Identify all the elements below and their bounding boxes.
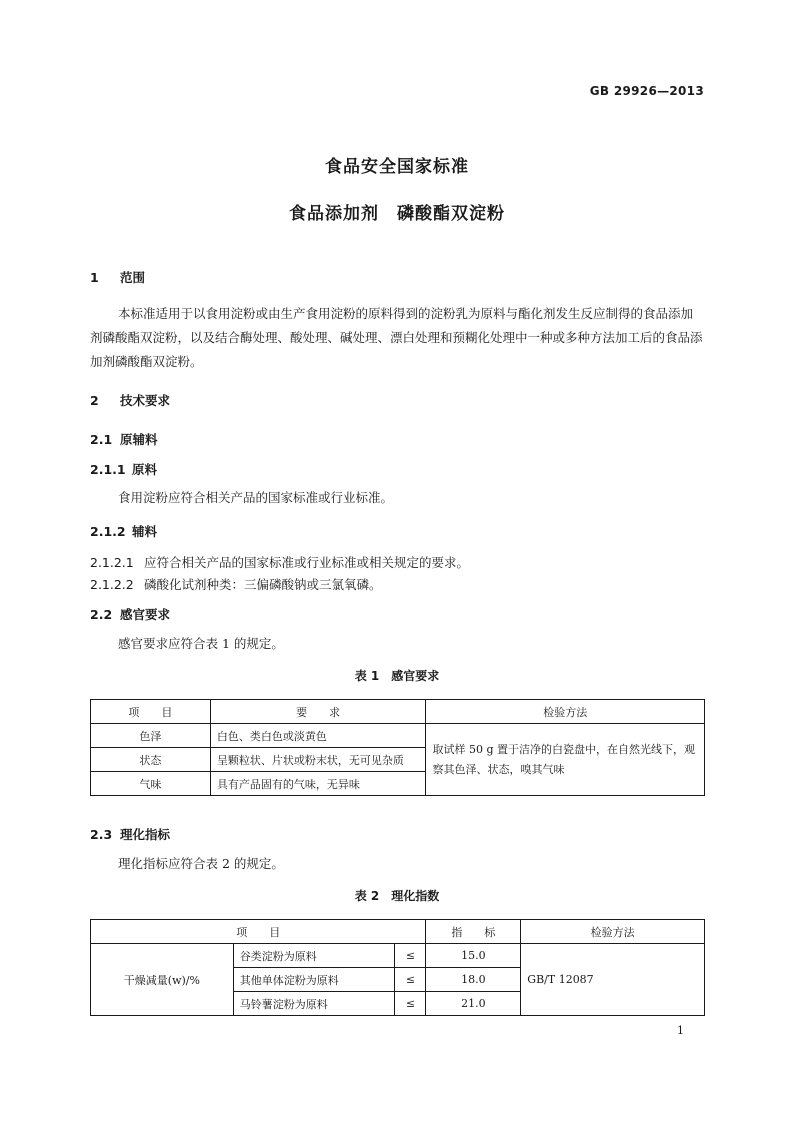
requirement-cell: 具有产品固有的气味，无异味	[210, 772, 426, 796]
header-cell: 要 求	[210, 700, 426, 724]
method-cell: 取试样 50 g 置于洁净的白瓷盘中，在自然光线下，观察其色泽、状态，嗅其气味	[426, 724, 705, 796]
section-1-paragraph: 本标准适用于以食用淀粉或由生产食用淀粉的原料得到的淀粉乳为原料与酯化剂发生反应制得的食品添加剂磷酸酯双淀粉，以及结合酶处理、酸处理、碱处理、漂白处理和预糊化处理中一种或多种方法加工后的食品添加剂磷酸酯双淀粉。	[90, 306, 703, 369]
section-2-1-2-heading	[90, 522, 157, 540]
section-number: 2.2	[90, 607, 113, 622]
table-1	[90, 699, 705, 796]
clause-text: 磷酸化试剂种类：三偏磷酸钠或三氯氧磷。	[144, 577, 382, 592]
item-cell: 其他单体淀粉为原料	[233, 968, 395, 992]
table-header-row	[91, 920, 705, 944]
requirement-cell: 呈颗粒状、片状或粉末状，无可见杂质	[210, 748, 426, 772]
section-2-2-paragraph: 感官要求应符合表 1 的规定。	[118, 636, 284, 651]
section-title: 辅料	[132, 524, 158, 539]
section-number: 2	[90, 393, 99, 408]
section-title: 范围	[120, 270, 146, 285]
operator-cell: ≤	[395, 992, 426, 1016]
document-title: 食品安全国家标准	[325, 157, 469, 177]
section-1-heading	[90, 268, 145, 286]
section-number: 2.3	[90, 827, 113, 842]
header-cell: 项 目	[91, 920, 426, 944]
section-2-1-1-paragraph: 食用淀粉应符合相关产品的国家标准或行业标准。	[118, 490, 394, 505]
section-title: 感官要求	[120, 607, 171, 622]
value-cell: 18.0	[426, 968, 521, 992]
standard-number: GB 29926—2013	[589, 84, 704, 98]
header-cell: 项 目	[91, 700, 211, 724]
item-cell: 色泽	[91, 724, 211, 748]
requirement-cell: 白色、类白色或淡黄色	[210, 724, 426, 748]
table-header-row	[91, 700, 705, 724]
document-subtitle: 食品添加剂 磷酸酯双淀粉	[289, 204, 505, 224]
table-1-caption: 表 1 感官要求	[354, 669, 440, 683]
group-cell: 干燥减量(w)/%	[91, 944, 234, 1016]
section-2-1-1-heading	[90, 460, 157, 478]
section-title: 原料	[132, 462, 158, 477]
section-2-3-heading	[90, 825, 170, 843]
section-number: 2.1.2	[90, 524, 126, 539]
table-2-caption: 表 2 理化指数	[354, 889, 440, 903]
section-title: 理化指标	[120, 827, 171, 842]
method-cell: GB/T 12087	[521, 944, 705, 1016]
value-cell: 21.0	[426, 992, 521, 1016]
operator-cell: ≤	[395, 944, 426, 968]
clause-number: 2.1.2.1	[90, 555, 134, 570]
section-2-1-heading	[90, 430, 158, 448]
section-2-heading	[90, 391, 170, 409]
section-2-3-paragraph: 理化指标应符合表 2 的规定。	[118, 856, 284, 871]
section-number: 2.1	[90, 432, 113, 447]
table-row	[91, 944, 705, 968]
section-title: 原辅料	[120, 432, 158, 447]
operator-cell: ≤	[395, 968, 426, 992]
clause-number: 2.1.2.2	[90, 577, 134, 592]
item-cell: 状态	[91, 748, 211, 772]
clause-2-1-2-2	[90, 575, 382, 593]
clause-text: 应符合相关产品的国家标准或行业标准或相关规定的要求。	[144, 555, 470, 570]
header-cell: 检验方法	[426, 700, 705, 724]
table-row	[91, 724, 705, 748]
table-2	[90, 919, 705, 1016]
value-cell: 15.0	[426, 944, 521, 968]
section-number: 2.1.1	[90, 462, 126, 477]
header-cell: 指 标	[426, 920, 521, 944]
section-2-2-heading	[90, 605, 170, 623]
header-cell: 检验方法	[521, 920, 705, 944]
clause-2-1-2-1	[90, 553, 469, 571]
item-cell: 马铃薯淀粉为原料	[233, 992, 395, 1016]
page-number: 1	[677, 1024, 684, 1037]
item-cell: 谷类淀粉为原料	[233, 944, 395, 968]
section-title: 技术要求	[120, 393, 171, 408]
section-number: 1	[90, 270, 99, 285]
item-cell: 气味	[91, 772, 211, 796]
